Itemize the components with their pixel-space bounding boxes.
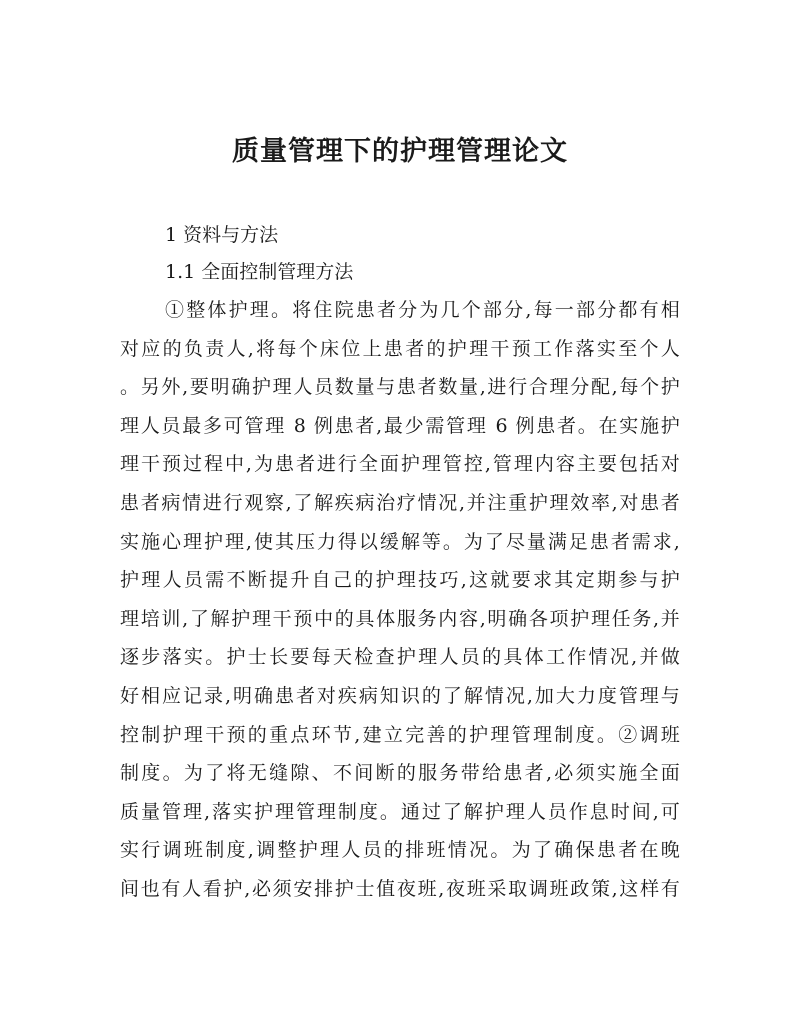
paragraph-line: 质量管理,落实护理管理制度。通过了解护理人员作息时间,可 [120, 800, 680, 823]
paragraph-line: 。另外,要明确护理人员数量与患者数量,进行合理分配,每个护 [120, 376, 680, 399]
paragraph-line: 理人员最多可管理 8 例患者,最少需管理 6 例患者。在实施护 [120, 414, 680, 437]
paragraph-line: 实行调班制度,调整护理人员的排班情况。为了确保患者在晚 [120, 839, 680, 862]
paragraph-line: 控制护理干预的重点环节,建立完善的护理管理制度。②调班 [120, 723, 680, 746]
page-title: 质量管理下的护理管理论文 [232, 136, 568, 167]
paragraph-line: 实施心理护理,使其压力得以缓解等。为了尽量满足患者需求, [120, 530, 680, 553]
section-heading: 1 资料与方法 [165, 224, 279, 246]
paragraph-line: 对应的负责人,将每个床位上患者的护理干预工作落实至个人 [120, 337, 680, 360]
paragraph-line: 制度。为了将无缝隙、不间断的服务带给患者,必须实施全面 [120, 762, 680, 785]
paragraph-line: 护理人员需不断提升自己的护理技巧,这就要求其定期参与护 [120, 569, 680, 592]
body-paragraph [120, 297, 680, 915]
subsection-heading: 1.1 全面控制管理方法 [165, 261, 354, 283]
paragraph-line: 患者病情进行观察,了解疾病治疗情况,并注重护理效率,对患者 [120, 491, 680, 514]
paragraph-line: 理干预过程中,为患者进行全面护理管控,管理内容主要包括对 [120, 453, 680, 476]
paragraph-line: ①整体护理。将住院患者分为几个部分,每一部分都有相 [165, 299, 680, 321]
paragraph-line: 逐步落实。护士长要每天检查护理人员的具体工作情况,并做 [120, 646, 680, 669]
paragraph-line: 间也有人看护,必须安排护士值夜班,夜班采取调班政策,这样有 [120, 877, 680, 900]
paragraph-line: 理培训,了解护理干预中的具体服务内容,明确各项护理任务,并 [120, 607, 680, 630]
paragraph-line: 好相应记录,明确患者对疾病知识的了解情况,加大力度管理与 [120, 684, 680, 707]
